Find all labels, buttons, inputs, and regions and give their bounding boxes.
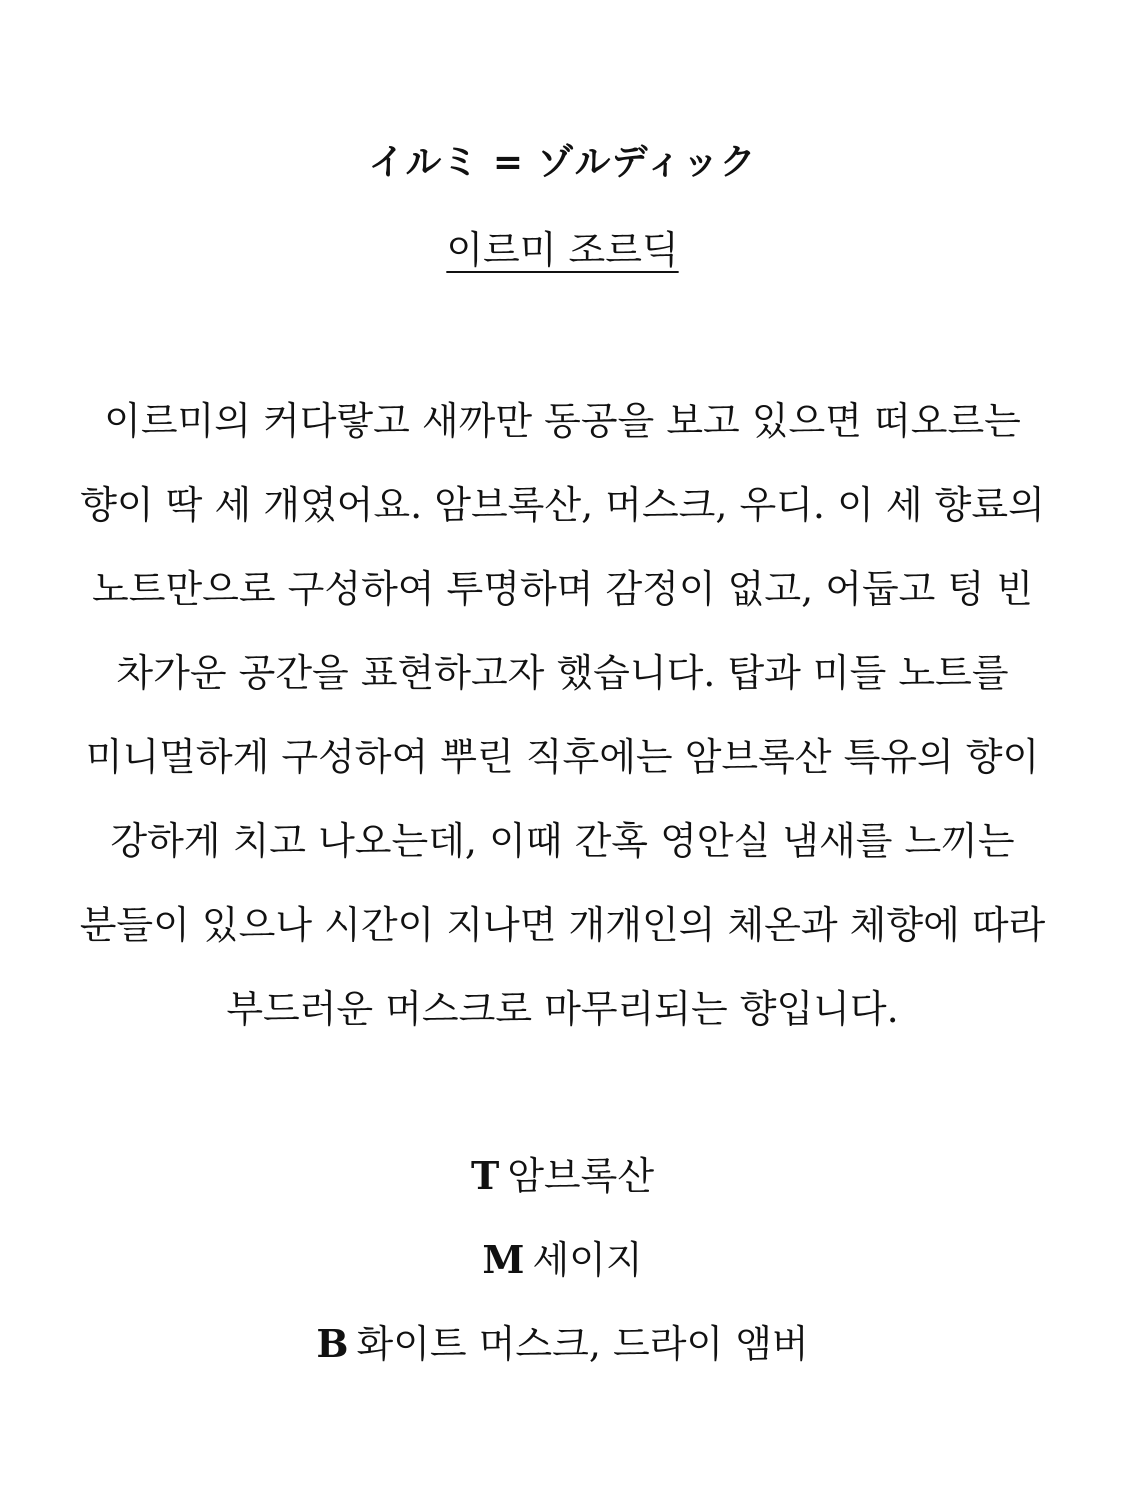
note-key: T <box>470 1153 500 1198</box>
top-note <box>0 1148 1125 1232</box>
korean-title <box>0 224 1125 276</box>
description-line: 차가운 공간을 표현하고자 했습니다. 탑과 미들 노트를 <box>116 651 1009 695</box>
description-line: 부드러운 머스크로 마무리되는 향입니다. <box>226 987 899 1031</box>
description-line: 이르미의 커다랗고 새까만 동공을 보고 있으면 떠오르는 <box>104 399 1021 443</box>
middle-note <box>0 1232 1125 1316</box>
japanese-title: イルミ = ゾルディック <box>368 142 757 183</box>
description-line: 향이 딱 세 개였어요. 암브록산, 머스크, 우디. 이 세 향료의 <box>80 483 1045 527</box>
description-line: 분들이 있으나 시간이 지나면 개개인의 체온과 체향에 따라 <box>79 903 1046 947</box>
description-paragraph <box>40 384 1085 1056</box>
description-line: 미니멀하게 구성하여 뿌린 직후에는 암브록산 특유의 향이 <box>85 735 1040 779</box>
fragrance-notes <box>0 1148 1125 1400</box>
description-line: 강하게 치고 나오는데, 이때 간혹 영안실 냄새를 느끼는 <box>110 819 1015 863</box>
note-value: 화이트 머스크, 드라이 앰버 <box>356 1322 809 1366</box>
description-line: 노트만으로 구성하여 투명하며 감정이 없고, 어둡고 텅 빈 <box>92 567 1033 611</box>
base-note <box>0 1316 1125 1400</box>
note-value: 암브록산 <box>507 1154 655 1198</box>
note-key: M <box>482 1237 525 1282</box>
korean-title-text: 이르미 조르딕 <box>446 228 679 272</box>
note-key: B <box>316 1321 349 1366</box>
note-value: 세이지 <box>532 1238 643 1282</box>
